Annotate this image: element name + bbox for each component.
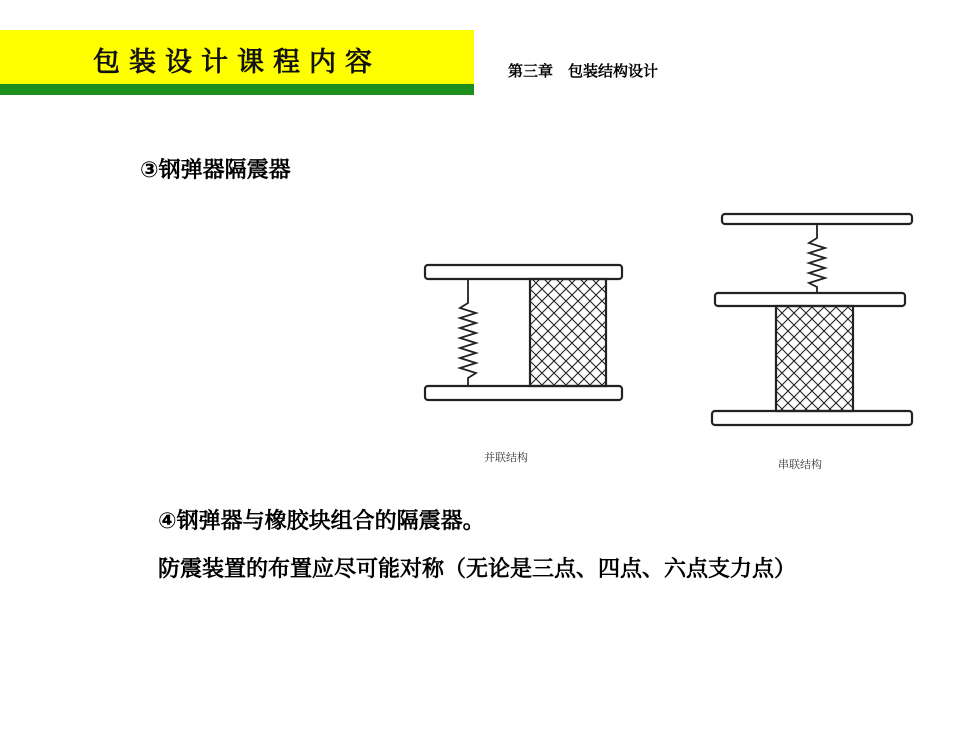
rubber-block [530, 279, 606, 386]
parallel-structure-diagram [425, 265, 622, 400]
isolator-figure [410, 205, 920, 480]
title-underline [0, 84, 474, 95]
bottom-plate [425, 386, 622, 400]
spring [460, 279, 476, 386]
page-title: 包装设计课程内容 [93, 46, 381, 78]
paragraph-symmetry-note: 防震装置的布置应尽可能对称（无论是三点、四点、六点支力点） [158, 557, 797, 582]
top-cap-plate [722, 214, 912, 224]
top-plate [425, 265, 622, 279]
caption-series: 串联结构 [778, 458, 822, 471]
caption-parallel: 并联结构 [484, 451, 528, 464]
bottom-plate [712, 411, 912, 425]
rubber-block [776, 306, 853, 411]
middle-plate [715, 293, 905, 306]
title-banner [0, 30, 474, 88]
paragraph-combined-isolator: ④钢弹器与橡胶块组合的隔震器。 [158, 509, 485, 534]
series-structure-diagram [712, 214, 912, 425]
spring [809, 224, 825, 293]
chapter-label: 第三章 包装结构设计 [508, 62, 659, 80]
section-heading: ③钢弹器隔震器 [140, 158, 291, 183]
